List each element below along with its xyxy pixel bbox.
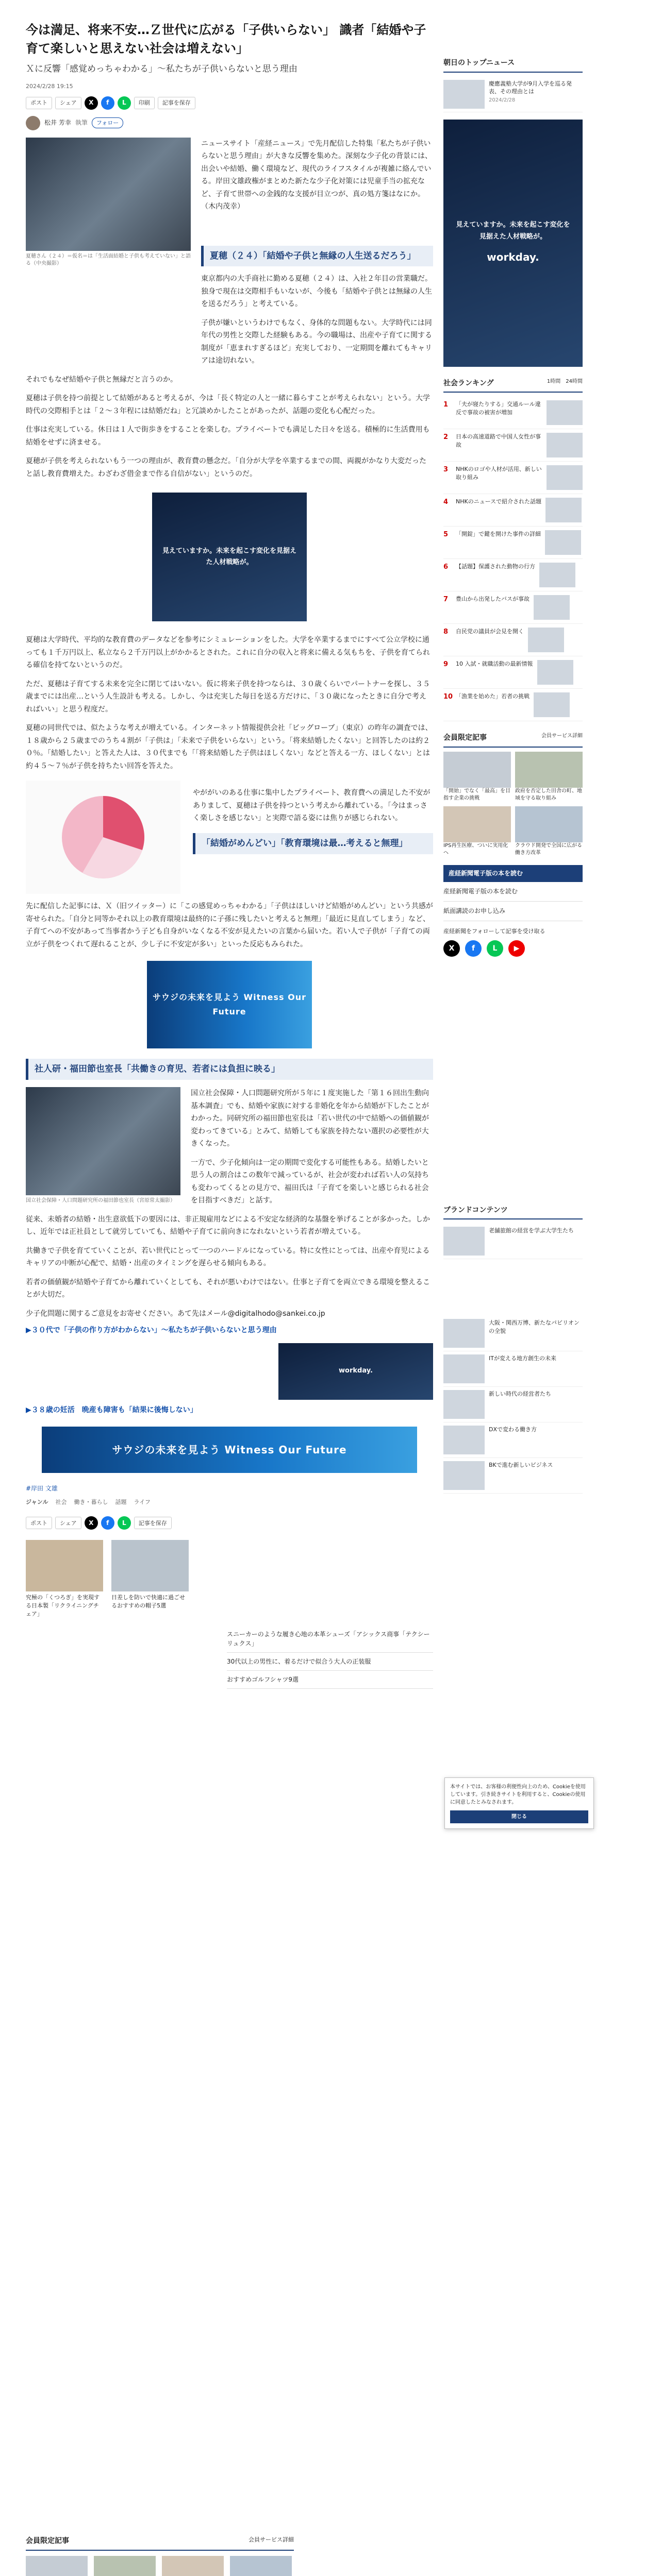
ad-brand: workday. bbox=[487, 250, 539, 263]
member-card-title: IPS再生医療、ついに実用化へ bbox=[443, 842, 508, 856]
lead-text: ニュースサイト「産経ニュース」で先月配信した特集「私たちが子供いらないと思う理由」が大きな反響を集めた。深刻な少子化の背景には、出会いや結婚、働く環境など、現代のライフスタイルが複雑に絡んでいる。岸田文雄政権がまとめた新たな少子化対策には児童手当の拡充など、子育て世帯への金銭的な支援が目立つが、真の処方箋はなにか。（木内茂幸） bbox=[201, 139, 432, 211]
banner-ad-text: サウジの未来を見よう Witness Our Future bbox=[112, 1443, 347, 1456]
paragraph: 夏穂の同世代では、似たような考えが増えている。インターネット情報提供会社「ビッグローブ」（東京）の昨年の調査では、１８歳から２５歳までのうち４割が「子供は」「未来で子供をいらない」という。「将来結婚したくない」と回答したのは約２０％。「結婚したい」と答えた人は、３０代までも「「将来結婚した子供はほしくない」などと答える一方、ほしくない」とは約４５〜７％が子供を持ちたい回答を答えた。 bbox=[26, 724, 433, 770]
recommend-card[interactable] bbox=[111, 1540, 189, 1618]
member-card[interactable] bbox=[515, 806, 583, 857]
ranking-item[interactable]: 9 10 入試・就職活動の最新情報 bbox=[443, 656, 583, 689]
share-button[interactable]: シェア bbox=[55, 97, 81, 109]
paragraph: 夏穂が子供を考えられないもう一つの理由が、教育費の懸念だ。「自分が大学を卒業するまでの間、両親がかなり大変だったと話し教育費増えた。わざわざ借金まで作る自信がない」というのだ。 bbox=[26, 457, 426, 478]
related-link[interactable]: ▶３０代で「子供の作り方がわからない」〜私たちが子供いらないと思う理由 bbox=[26, 1326, 277, 1335]
bottom-card-grid bbox=[26, 2556, 433, 2576]
sidebar bbox=[443, 57, 583, 1494]
brand-item[interactable] bbox=[443, 1422, 583, 1458]
bookmark-button[interactable]: 記事を保存 bbox=[158, 97, 195, 109]
news-thumb bbox=[443, 80, 485, 109]
related-link[interactable]: ▶３８歳の妊活 晩産も障害も「結果に後悔しない」 bbox=[26, 1405, 197, 1414]
author-block bbox=[26, 116, 433, 130]
paragraph: 子供が嫌いというわけでもなく、身体的な問題もない。大学時代には同年代の男性と交際した経験もある。今の職場は、出産や子育てに関する制度が「恵まれすぎるほど」充実しており、一定期間を離れてもキャリアは途切れない。 bbox=[201, 318, 432, 365]
post-button[interactable]: ポスト bbox=[26, 97, 52, 109]
member-card-title: 政府を否定した田舎の町、地域を守る取り組み bbox=[515, 788, 582, 801]
recommend-thumb bbox=[111, 1540, 189, 1591]
line-icon[interactable]: L bbox=[118, 1516, 131, 1530]
news-text: 慶應義塾大学が9月入学を巡る発表、その理由とは bbox=[489, 80, 572, 95]
cookie-dialog bbox=[444, 1777, 594, 1829]
member-more[interactable]: 会員サービス詳細 bbox=[541, 733, 583, 739]
ranking-text: 「開錠」で鍵を開けた事件の詳細 bbox=[456, 531, 541, 537]
ranking bbox=[443, 377, 583, 722]
x-icon[interactable]: X bbox=[85, 96, 98, 110]
ranking-item[interactable]: 4 NHKのニュースで紹介された話題 bbox=[443, 494, 583, 527]
recommend-title: 日差しを防いで快適に過ごせるおすすめの帽子5選 bbox=[111, 1594, 185, 1609]
facebook-icon[interactable]: f bbox=[465, 940, 482, 957]
paragraph: ただ、夏穂は子育てする未来を完全に閉じてはいない。仮に将来子供を持つならは、３０歳くらいでパートナーを探し、３５歳までには出産…という人生設計も考える。しかし、今は充実した毎日を送る方だけに、「３０歳になったときに自分で考えればいい」と思う程度だ。 bbox=[26, 680, 430, 714]
brand-item[interactable] bbox=[443, 1458, 583, 1494]
bookmark-button[interactable]: 記事を保存 bbox=[134, 1517, 172, 1529]
member-articles bbox=[443, 732, 583, 857]
recommend-thumb bbox=[26, 1540, 103, 1591]
bottom-card[interactable] bbox=[162, 2556, 224, 2576]
ranking-item[interactable]: 6 【話題】保護された動物の行方 bbox=[443, 559, 583, 591]
survey-graphic bbox=[26, 781, 180, 894]
brand-item[interactable] bbox=[443, 1224, 583, 1259]
ranking-item[interactable]: 7 豊山から出発したバスが事故 bbox=[443, 591, 583, 624]
share-button[interactable]: シェア bbox=[55, 1517, 81, 1529]
article-subtitle: Ｘに反響「感覚めっちゃわかる」〜私たちが子供いらないと思う理由 bbox=[26, 64, 297, 74]
ad-text: workday. bbox=[339, 1367, 373, 1375]
recommend-row bbox=[26, 1540, 433, 1618]
side-ad[interactable] bbox=[443, 120, 583, 367]
ad-box[interactable] bbox=[152, 493, 307, 621]
bottom-card[interactable] bbox=[230, 2556, 292, 2576]
paragraph: 国立社会保障・人口問題研究所が５年に１度実施した「第１６回出生動向基本調査」でも、結婚や家族に対する非婚化を年から結婚が下したことがわかった。同研究所の福田節也室長は「若い世代の中で結婚への価値観が変わってきている」とみて、結婚しても家族を持たない選択の必要性が大きくなった。 bbox=[191, 1089, 429, 1148]
member-card[interactable] bbox=[515, 752, 583, 802]
recommend-list bbox=[227, 1625, 433, 1689]
share-bar-bottom bbox=[26, 1516, 433, 1530]
member-title: 会員限定記事 bbox=[443, 734, 487, 742]
banner-ad[interactable] bbox=[42, 1427, 417, 1473]
side-link[interactable]: 産経新聞電子版の本を読む bbox=[443, 882, 583, 902]
lead-photo bbox=[26, 138, 191, 251]
ranking-item[interactable]: 3 NHKのロゴや人材が活用、新しい取り組み bbox=[443, 462, 583, 494]
paragraph: 仕事は充実している。休日は１人で街歩きをすることを楽しむ。プライベートでも満足した日々を送る。積極的に生活費用も結婚をせずに済ませる。 bbox=[26, 426, 430, 447]
brand-item[interactable] bbox=[443, 1351, 583, 1387]
brand-title: ブランドコンテンツ bbox=[443, 1204, 583, 1220]
interview-block bbox=[26, 1087, 433, 1207]
top-news-item[interactable] bbox=[443, 77, 583, 112]
facebook-icon[interactable]: f bbox=[101, 1516, 114, 1530]
ranking-title: 社会ランキング bbox=[443, 379, 494, 387]
ranking-item[interactable]: 2 日本の高速道路で中国人女性が事故 bbox=[443, 429, 583, 462]
article-date: 2024/2/28 19:15 bbox=[26, 82, 73, 90]
print-button[interactable]: 印刷 bbox=[134, 97, 155, 109]
youtube-icon[interactable]: ▶ bbox=[508, 940, 525, 957]
sns-row bbox=[443, 940, 583, 957]
genre-item[interactable]: 話題 bbox=[115, 1499, 127, 1506]
promo-bar[interactable]: 産経新聞電子版の本を読む bbox=[443, 865, 583, 882]
line-icon[interactable]: L bbox=[487, 940, 503, 957]
ranking-item[interactable]: 10 「漁業を始めた」若者の挑戦 bbox=[443, 689, 583, 721]
banner-ad[interactable] bbox=[147, 961, 312, 1048]
bottom-card[interactable] bbox=[94, 2556, 156, 2576]
ranking-text: 自民党の議員が会見を開く bbox=[456, 628, 524, 635]
brand-text: 新しい時代の経営者たち bbox=[489, 1391, 551, 1398]
banner-ad-text: サウジの未来を見よう Witness Our Future bbox=[152, 992, 307, 1017]
follow-button[interactable]: フォロー bbox=[92, 117, 123, 128]
brand-item[interactable] bbox=[443, 1316, 583, 1351]
brand-text: BKで進む新しいビジネス bbox=[489, 1462, 553, 1469]
ranking-text: 「漁業を始めた」若者の挑戦 bbox=[456, 693, 529, 700]
interview-photo bbox=[26, 1087, 180, 1195]
author-tag: 執筆 bbox=[75, 119, 88, 127]
brand-text: 大阪・関西万博、新たなパビリオンの全貌 bbox=[489, 1319, 580, 1335]
ranking-item[interactable]: 1 「夫が寝たりする」交通ルール違反で事故の被害が増加 bbox=[443, 397, 583, 429]
author-name[interactable]: 松井 芳幸 bbox=[44, 119, 71, 127]
paragraph: 夏穂は子供を持つ前提として結婚があると考えるが、今は「長く特定の人と一緒に暮らすことが考えられない」という。大学時代の交際相手とは「２〜３年程には結婚だね」と冗談めかしたことがあったが、話題の変化も心配だった。 bbox=[26, 394, 430, 415]
side-link[interactable]: 紙面講読のお申し込み bbox=[443, 902, 583, 921]
x-icon[interactable]: X bbox=[443, 940, 460, 957]
paragraph: 少子化問題に関するご意見をお寄せください。あて先はメール@digitalhodo@sankei.co.jp bbox=[26, 1309, 325, 1318]
member-card-title: クラウド開発で全国に広がる働き方改革 bbox=[515, 842, 582, 856]
cookie-text: 本サイトでは、お客様の利便性向上のため、Cookieを使用しています。引き続きサイトを利用すると、Cookieの使用に同意したとみなされます。 bbox=[450, 1784, 586, 1805]
ranking-text: 【話題】保護された動物の行方 bbox=[456, 563, 535, 570]
paragraph: それでもなぜ結婚や子供と無縁だと言うのか。 bbox=[26, 375, 177, 384]
avatar bbox=[26, 116, 40, 130]
bottom-member-more[interactable]: 会員サービス詳細 bbox=[249, 2536, 294, 2543]
ranking-tabs[interactable]: 1時間 24時間 bbox=[547, 378, 583, 384]
lead-caption: 夏穂さん（２４）＝仮名＝は「生活面結婚と子供も考えていない」と語る（中央撮影） bbox=[26, 253, 191, 266]
paragraph: 東京都内の大手商社に勤める夏穂（２４）は、入社２年目の営業職だ。独身で現在は交際相手もいないが、今後も「結婚や子供とは無縁の人生を送るだろう」と考えている。 bbox=[201, 275, 432, 309]
ranking-text: 日本の高速道路で中国人女性が事故 bbox=[456, 433, 541, 448]
brand-text: ITが変える地方創生の未来 bbox=[489, 1355, 556, 1362]
cookie-close-button[interactable]: 閉じる bbox=[450, 1810, 588, 1823]
paragraph: 夏穂は大学時代、平均的な教育費のデータなどを参考にシミュレーションをした。大学を卒業するまでにすべて公立学校に通っても１千万円以上、私立なら２千万円以上がかかるとされた。これに自分の収入と将来に備える気もちを、子供を育てられる確信を持てないというのだ。 bbox=[26, 636, 430, 670]
interview-caption: 国立社会保障・人口問題研究所の福田節也室長（宮原常太撮影） bbox=[26, 1198, 175, 1204]
top-news-title: 朝日のトップニュース bbox=[443, 57, 583, 73]
ad-box[interactable] bbox=[278, 1343, 433, 1400]
brand-item[interactable] bbox=[443, 1387, 583, 1422]
article-title: 今は満足、将来不安…Ｚ世代に広がる「子供いらない」 識者「結婚や子育て楽しいと思えない社会は増えない」 bbox=[26, 23, 426, 56]
recommend-link[interactable]: 30代以上の男性に、着るだけで似合う大人の正装服 bbox=[227, 1653, 433, 1671]
bottom-card[interactable] bbox=[26, 2556, 88, 2576]
post-button[interactable]: ポスト bbox=[26, 1517, 52, 1529]
paragraph: 一方で、少子化傾向は一定の期間で変化する可能性もある。結婚したいと思う人の割合はこの数年で減っているが、社会が変われば若い人の気持ちも変わってくるとの見方で、福田氏は「子育てを楽しいと感じられる社会を目指すべきだ」と話す。 bbox=[191, 1158, 429, 1205]
ranking-item[interactable]: 8 自民党の議員が会見を開く bbox=[443, 624, 583, 656]
member-card-title: 「開始」でなく「最高」を目指す企業の挑戦 bbox=[443, 788, 510, 801]
ranking-text: NHKのニュースで紹介された話題 bbox=[456, 498, 542, 505]
ad-text: 見えていますか。未来を起こす変化を見据えた人材戦略が。 bbox=[162, 547, 297, 567]
recommend-card[interactable] bbox=[26, 1540, 103, 1618]
brand-text: DXで変わる働き方 bbox=[489, 1426, 537, 1433]
x-icon[interactable]: X bbox=[85, 1516, 98, 1530]
bottom-member-title: 会員限定記事 bbox=[26, 2537, 69, 2545]
tag-link[interactable]: #岸田 文雄 bbox=[26, 1485, 58, 1493]
ranking-item[interactable]: 5 「開錠」で鍵を開けた事件の詳細 bbox=[443, 527, 583, 559]
ranking-text: 豊山から出発したバスが事故 bbox=[456, 596, 529, 602]
bottom-member-section bbox=[26, 2535, 433, 2576]
recommend-title: 究極の「くつろぎ」を実現する日本製「リクライニングチェア」 bbox=[26, 1594, 100, 1618]
share-bar bbox=[26, 96, 433, 110]
chart-section bbox=[26, 781, 433, 894]
section-heading-3: 社人研・福田節也室長「共働きの育児、若者には負担に映る」 bbox=[26, 1059, 433, 1080]
section-heading-1: 夏穂（２４）「結婚や子供と無縁の人生送るだろう」 bbox=[201, 246, 433, 267]
member-card[interactable] bbox=[443, 806, 511, 857]
paragraph: やががいのある仕事に集中したプライベート、教育費への満足した不安がありまして、夏穂は子供を持つという考えから離れている。「今はまっさく楽しさを感じない」と実際で語る姿には焦りが感じられない。 bbox=[193, 789, 431, 823]
paragraph: 若者の価値観が結婚や子育てから離れていくとしても、それが悪いわけではない。仕事と子育てを両立できる環境を整えることが大切だ。 bbox=[26, 1278, 430, 1299]
recommend-link[interactable]: スニーカーのような履き心地の本革シューズ「アシックス商事「テクシーリュクス」 bbox=[227, 1625, 433, 1653]
paragraph: 共働きで子供を育てていくことが、若い世代にとって一つのハードルになっている。特に女性にとっては、出産や育児によるキャリアの中断が心配で、結婚・出産のタイミングを遅らせる傾向もある。 bbox=[26, 1246, 430, 1268]
genre-label: ジャンル bbox=[26, 1499, 48, 1506]
survey-pie-graphic bbox=[52, 786, 155, 889]
paragraph: 先に配信した記事には、Ｘ（旧ツイッター）に「この感覚めっちゃわかる」「子供はほしいけど結婚がめんどい」という共感が寄せられた。「自分と同等かそれ以上の教育環境は最終的に子孫に残したいと考えると無理」「最近に見直してしまう」など、子育てへの不安があって当事者かう子ども自身がいなくなる不安が見えたいの言葉から届いた。若い人で子供が「子育ての両立が子供をつくれて遅れることが、少し子に不安定が多い」といった反応もみられた。 bbox=[26, 902, 433, 948]
genre-item[interactable]: 働き・暮らし bbox=[74, 1499, 108, 1506]
news-time: 2024/2/28 bbox=[489, 97, 516, 104]
sns-title: 産経新聞をフォローして記事を受け取る bbox=[443, 927, 545, 935]
genre-item[interactable]: 社会 bbox=[55, 1499, 67, 1506]
article-main bbox=[26, 21, 433, 1689]
brand-text: 老舗旅館の経営を学ぶ大学生たち bbox=[489, 1227, 574, 1234]
facebook-icon[interactable]: f bbox=[101, 96, 114, 110]
lead-section bbox=[26, 138, 433, 266]
ranking-text: 「夫が寝たりする」交通ルール違反で事故の被害が増加 bbox=[456, 401, 541, 416]
ranking-text: 10 入試・就職活動の最新情報 bbox=[456, 660, 533, 667]
paragraph: 従来、未婚者の結婚・出生意欲低下の要因には、非正規雇用などによる不安定な経済的な基盤を挙げることが多かった。しかし、近年では正社員として就労していても、結婚や子育てに前向きになれないという若者が増えている。 bbox=[26, 1215, 430, 1236]
recommend-link[interactable]: おすすめゴルフシャツ9選 bbox=[227, 1671, 433, 1689]
line-icon[interactable]: L bbox=[118, 96, 131, 110]
ranking-text: NHKのロゴや人材が活用、新しい取り組み bbox=[456, 466, 542, 481]
ad-text: 見えていますか。未来を起こす変化を見据えた人材戦略が。 bbox=[456, 221, 570, 241]
section-heading-2: 「結婚がめんどい」「教育環境は最…考えると無理」 bbox=[193, 833, 433, 854]
brand-content bbox=[443, 1204, 583, 1494]
member-card[interactable] bbox=[443, 752, 511, 802]
genre-list bbox=[26, 1497, 433, 1507]
genre-item[interactable]: ライフ bbox=[134, 1499, 151, 1506]
